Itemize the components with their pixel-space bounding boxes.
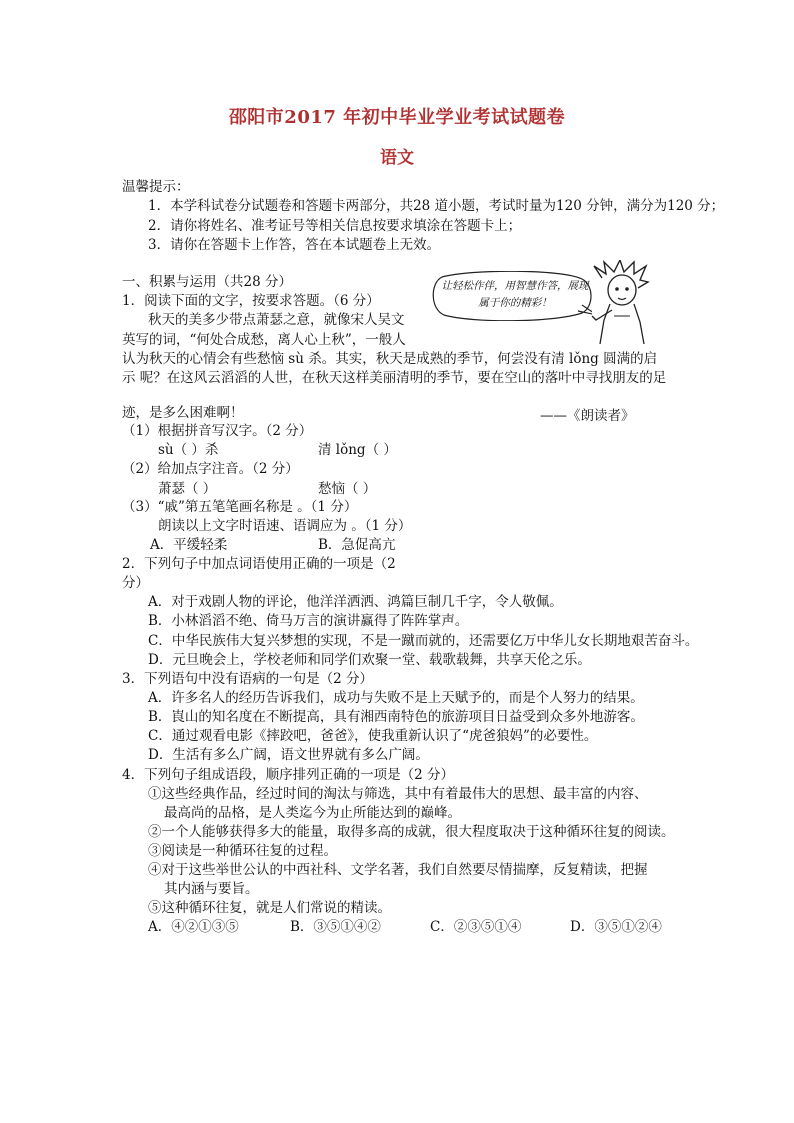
sub-question: （2）给加点字注音。（2 分）	[122, 461, 299, 477]
bubble-text: 让轻松作伴，用智慧作答，展现属于你的精彩！	[441, 280, 589, 309]
tips-label: 温馨提示：	[122, 179, 190, 195]
question-2-stem: 2．下列句子中加点词语使用正确的一项是（2	[122, 556, 396, 572]
option[interactable]: B．崀山的知名度在不断提高，具有湘西南特色的旅游项目日益受到众多外地游客。	[148, 709, 644, 725]
option[interactable]: A．平缓轻柔	[150, 537, 228, 553]
option[interactable]: B．③⑤①④②	[290, 919, 381, 935]
option[interactable]: C．②③⑤①④	[430, 919, 522, 935]
girl-illustration-icon	[590, 260, 652, 344]
option[interactable]: D．③⑤①②④	[570, 919, 662, 935]
sentence-item: ④对于这些举世公认的中西社科、文学名著，我们自然要尽情揣摩，反复精读，把握	[148, 862, 648, 878]
question-4-stem: 4．下列句子组成语段，顺序排列正确的一项是（2 分）	[122, 767, 454, 783]
subject-title: 语文	[380, 148, 414, 168]
passage-line: 示 呢？在这风云滔滔的人世，在秋天这样美丽清明的季节，要在空山的落叶中寻找朋友的足	[122, 370, 667, 386]
sentence-item: ⑤这种循环往复，就是人们常说的精读。	[148, 900, 391, 916]
sentence-item: ①这些经典作品，经过时间的淘汰与筛选，其中有着最伟大的思想、最丰富的内容、	[148, 786, 648, 802]
sub-question: 朗读以上文字时语速、语调应为 。（1 分）	[158, 518, 412, 534]
tip-item: 1．本学科试卷分试题卷和答题卡两部分，共28 道小题，考试时量为120 分钟，满分为120 分；	[148, 198, 725, 214]
answer-blank[interactable]: 愁恼（ ）	[318, 481, 377, 497]
tip-item: 3．请你在答题卡上作答，答在本试题卷上无效。	[148, 237, 441, 253]
passage-source: ——《朗读者》	[540, 408, 635, 424]
sentence-item: ②一个人能够获得多大的能量，取得多高的成就，很大程度取决于这种循环往复的阅读。	[148, 824, 675, 840]
exam-title: 邵阳市2017 年初中毕业学业考试试题卷	[228, 107, 566, 128]
option[interactable]: A．④②①③⑤	[148, 919, 239, 935]
question-3-stem: 3．下列语句中没有语病的一句是（2 分）	[122, 671, 373, 687]
option[interactable]: D．元旦晚会上，学校老师和同学们欢聚一堂、载歌载舞，共享天伦之乐。	[148, 652, 591, 668]
answer-blank[interactable]: sù（ ）杀	[158, 442, 219, 458]
sentence-item: 其内涵与要旨。	[164, 881, 259, 897]
sub-question: （1）根据拼音写汉字。（2 分）	[122, 423, 313, 439]
sentence-item: 最高尚的品格，是人类迄今为止所能达到的巅峰。	[164, 805, 461, 821]
option[interactable]: D．生活有多么广阔，语文世界就有多么广阔。	[148, 747, 429, 763]
option[interactable]: A．许多名人的经历告诉我们，成功与失败不是上天赋予的，而是个人努力的结果。	[148, 690, 644, 706]
question-2-stem-cont: 分）	[122, 575, 149, 591]
option[interactable]: B．急促高亢	[318, 537, 396, 553]
question-1-stem: 1．阅读下面的文字，按要求答题。（6 分）	[122, 293, 380, 309]
passage-line: 秋天的美多少带点萧瑟之意，就像宋人吴文	[148, 312, 405, 328]
option[interactable]: A．对于戏剧人物的评论，他洋洋洒洒、鸿篇巨制几千字，令人敬佩。	[148, 594, 563, 610]
section-heading: 一、积累与运用（共28 分）	[122, 274, 292, 290]
answer-blank[interactable]: 萧瑟（ ）	[158, 481, 217, 497]
option[interactable]: C．中华民族伟大复兴梦想的实现，不是一蹴而就的，还需要亿万中华儿女长期地艰苦奋斗。	[148, 633, 699, 649]
passage-line: 迹，是多么困难啊！	[122, 405, 244, 421]
answer-blank[interactable]: 清 lǒng（ ）	[318, 442, 397, 458]
sentence-item: ③阅读是一种循环往复的过程。	[148, 843, 337, 859]
passage-line: 英写的词，“何处合成愁，离人心上秋”，一般人	[122, 332, 406, 348]
sub-question: （3）“戚”第五笔笔画名称是 。（1 分）	[122, 499, 358, 515]
option[interactable]: C．通过观看电影《摔跤吧，爸爸》，使我重新认识了“虎爸狼妈”的必要性。	[148, 728, 598, 744]
tip-item: 2．请你将姓名、准考证号等相关信息按要求填涂在答题卡上；	[148, 218, 522, 234]
option[interactable]: B．小林滔滔不绝、倚马万言的演讲赢得了阵阵掌声。	[148, 613, 469, 629]
passage-line: 认为秋天的心情会有些愁恼 sù 杀。其实，秋天是成熟的季节，何尝没有清 lǒng 圆满的启	[122, 351, 658, 367]
